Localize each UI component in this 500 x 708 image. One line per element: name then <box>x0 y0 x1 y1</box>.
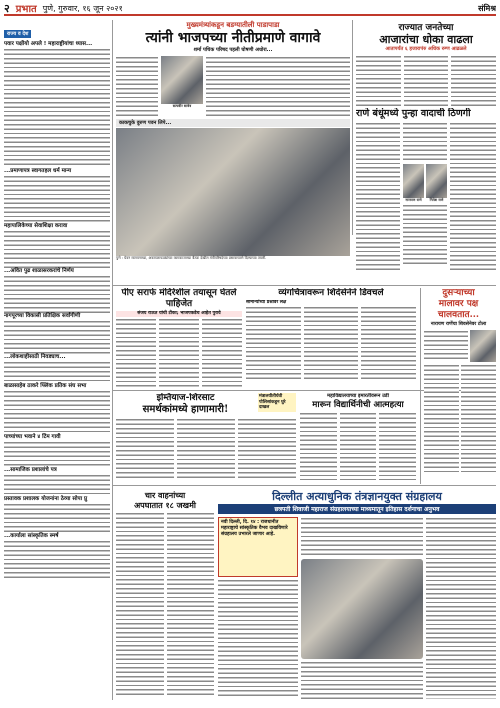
top-story-headline: त्यांनी भाजपच्या नीतीप्रमाणे वागावे <box>145 30 321 46</box>
story-b-headline: पीए सराफे मंदिरेशील तयासून घेतले पाहिजेत <box>121 288 237 309</box>
story-e-headline: मारून विद्यार्थिनीची आत्महत्या <box>312 400 404 410</box>
column-rule <box>112 20 113 700</box>
article-body <box>4 48 110 168</box>
story-e <box>300 393 416 485</box>
bottom-story <box>218 490 496 702</box>
portrait-photo <box>161 56 203 104</box>
left-headline-6: ...लोकशाहीसाठी निवड्याच... <box>4 354 66 360</box>
left-column <box>4 20 110 704</box>
article-body <box>304 306 359 380</box>
article-body <box>116 512 164 698</box>
bottom-story-headline: दिल्लीत अत्याधुनिक तंत्रज्ञानयुक्त संग्रहालय <box>272 490 442 503</box>
article-body <box>206 56 350 116</box>
section-rule <box>113 485 496 486</box>
story-d <box>116 393 296 485</box>
portrait-caption: सत्यवीर सावेत्र <box>172 104 192 108</box>
article-body <box>167 512 215 698</box>
rane-photo-2 <box>426 164 447 198</box>
left-headline-10: प्रस्तावक प्रशालक योजनांना ठेव्या सोपा प्रु <box>4 496 88 502</box>
museum-photo <box>301 559 423 659</box>
top-story-subhead: शर्मा पथिक परिषद पहली घोषणी अधोरा... <box>193 47 273 53</box>
article-body <box>159 318 199 388</box>
article-body <box>356 122 400 272</box>
article-body <box>4 441 110 467</box>
malvan-photo <box>470 330 496 362</box>
article-body <box>356 55 401 107</box>
article-body <box>424 364 459 474</box>
article-body <box>403 204 447 266</box>
article-body <box>116 56 158 116</box>
photo-strip-label: काकचुके वुरुण पवन लिपे... <box>116 119 350 127</box>
rane-photo-1 <box>403 164 424 198</box>
article-body <box>238 418 296 480</box>
page-number: २ <box>4 2 10 15</box>
article-body <box>116 318 156 388</box>
left-headline-11: ...कार्याला सांस्कृतिक स्मर्ष <box>4 533 59 539</box>
malvan-headline-2: मालावर पक्ष <box>438 299 479 309</box>
rane-story <box>356 108 496 283</box>
article-body <box>426 517 496 699</box>
left-headline-3: महापालिकेच्या सेवाशिक्षा करावा <box>4 223 68 229</box>
article-body <box>404 55 449 107</box>
left-headline-8: पाच्यांच्या भवाने ४ टिंम गावी <box>4 434 61 440</box>
malvan-subhead: नारायण राणेंचा शिवसेनेवर टोला <box>430 322 487 327</box>
malvan-headline-1: दुसऱ्याच्या <box>442 288 475 298</box>
left-headline-2: ...प्रमाणापत्र स्वागतहल धर्म मान्य <box>4 168 72 174</box>
story-b-subhead: संजय राऊत यांची टीका; भाजपकडेच आहेत पुरावे <box>116 311 242 317</box>
article-body <box>202 318 242 388</box>
bottom-story-subhead: छत्रपती शिवाजी महाराज संग्रहालयाच्या माध्यमातून इतिहास दर्शनाचा अनुभव <box>218 504 496 514</box>
story-c-headline: व्यंगचित्रावरून शिंदेसेनेने डिवचले <box>278 288 384 298</box>
left-headline-5: नागपूरच्या विकासी प्रतिक्षिक सर्वांगीणी <box>4 313 81 319</box>
article-body <box>300 412 337 480</box>
article-body <box>4 390 110 434</box>
article-body <box>424 330 468 362</box>
article-body <box>4 503 110 533</box>
story-c-subhead: सामान्यांच्या प्रश्नावर लक्ष <box>246 300 287 305</box>
bottom-left-headline-2: अपघातात १८ जखमी <box>134 500 196 510</box>
article-body <box>177 418 235 480</box>
right-story <box>356 20 496 110</box>
article-body <box>4 361 110 383</box>
article-body <box>403 122 447 162</box>
story-e-kicker: महाविद्यालयाच्या इमारतीवरून उडी <box>327 393 389 399</box>
bottom-left-headline-1: चार वाहनांच्या <box>144 490 186 500</box>
story-b <box>116 288 242 388</box>
bottom-left-story <box>116 490 214 702</box>
top-story-kicker: मुख्यमंत्र्यांकडून बडग्यातीली पाडापाडा <box>186 20 280 29</box>
right-story-subhead: आतापर्यंत ६ हजारापंरु अधिक रुग्ण आढळले <box>385 46 467 52</box>
article-body <box>301 661 423 699</box>
left-headline-9: ...सामाजिक प्रशालांचे पत्र <box>4 467 57 473</box>
article-body <box>218 579 298 699</box>
column-rule <box>352 20 353 235</box>
article-body <box>361 306 416 380</box>
article-body <box>340 412 377 480</box>
rane-story-headline: राणे बंधूंमध्ये पुन्हा वादाची ठिणगी <box>356 108 471 119</box>
article-body <box>4 230 110 268</box>
article-body <box>4 175 110 223</box>
article-body <box>301 517 423 557</box>
rane-photo-1-caption: नारायण राणे <box>405 198 422 202</box>
article-body <box>379 412 416 480</box>
story-d-kicker: इम्तियाज-शिरसाट <box>156 393 215 403</box>
date-line: पुणे, गुरुवार, १६ जून २०२१ <box>42 3 123 13</box>
article-body <box>451 55 496 107</box>
rane-photo-2-caption: नितेश राणे <box>429 198 444 202</box>
top-story <box>116 20 350 282</box>
section-rule <box>113 285 496 286</box>
story-c <box>246 288 416 388</box>
article-body <box>246 306 301 380</box>
left-headline-4: ...अवित पुढ शाळासरकरांचे निर्णय <box>4 268 74 274</box>
article-body <box>4 275 110 313</box>
article-body <box>4 320 110 354</box>
news-photo-caption: पुणे : येवन मालवनाच्या, अकराळाफळ्यांच्या कामकाजाच्या बैठक देखील मंत्रीपरिषदेच्या प्रसावाच्याने दिल्याच्या तयारी. <box>116 256 267 260</box>
masthead <box>4 2 496 16</box>
article-body <box>4 474 110 496</box>
left-headline-7: बाळासाहेब ठाकरे फ्लिंक प्रतिक संघ सभा <box>4 383 87 389</box>
right-story-headline: आजारांचा धोका वाढला <box>379 33 473 46</box>
article-body <box>461 364 496 474</box>
article-body <box>450 122 496 272</box>
bottom-story-box: नवी दिल्ली, दि. १४ : राजधानीत महाराष्ट्राचे सांस्कृतिक वैभव दाखविणारे संग्रहालय उभारले जाणार आहे. <box>218 517 298 577</box>
right-story-kicker: राज्यात जनतेच्या <box>398 23 454 33</box>
malvan-story <box>420 288 496 484</box>
article-body <box>116 418 174 480</box>
story-d-side-note: मंत्रालयीतीर्यवी पोलिसांकडून घुरे दाखल <box>258 393 296 412</box>
section-tag: राज्य व देश <box>4 30 31 38</box>
news-photo <box>116 128 350 256</box>
malvan-headline-3: चालवतात... <box>437 310 480 320</box>
story-d-headline: समर्थकांमध्ये हाणामारी! <box>142 404 229 415</box>
section-label: संमिश्र <box>478 3 496 13</box>
paper-name: प्रभात <box>15 4 37 15</box>
left-headline-1: पवार पक्षीयो अपले ! महाराष्ट्रीयांचा ध्यास... <box>4 41 93 47</box>
article-body <box>4 540 110 580</box>
